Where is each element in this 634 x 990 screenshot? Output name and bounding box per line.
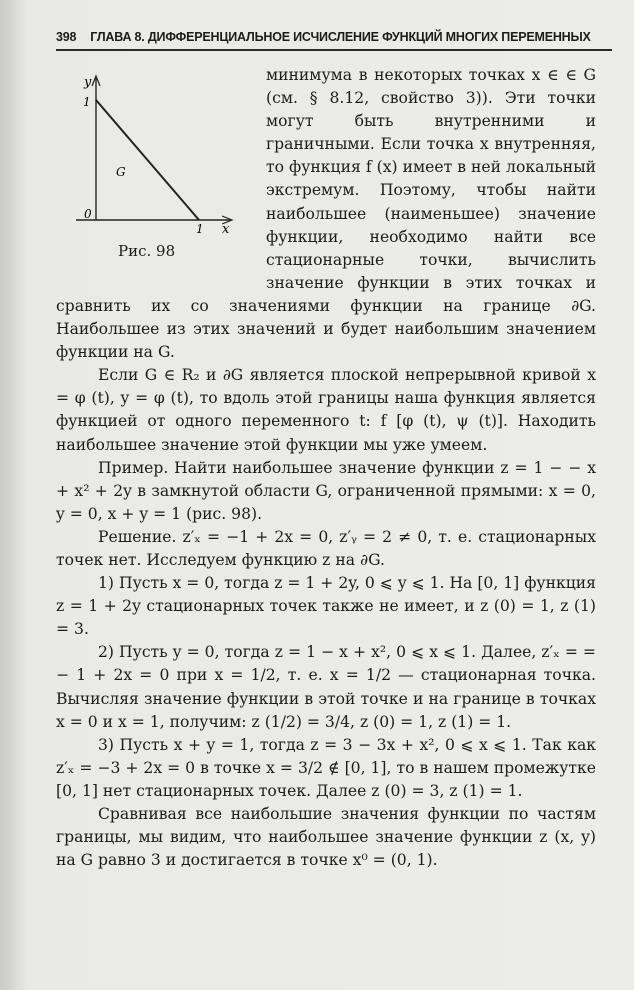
paragraph-case-2: 2) Пусть y = 0, тогда z = 1 − x + x², 0 ⩽ x ⩽ 1. Далее, z′ₓ = = − 1 + 2x = 0 при x = 1/2, т. е. x = 1/2 — стационарная точка. Вычисляя значение функции в этой точке и на границе в точках x = 0 и x = 1, получим: z (1/2) = 3/4, z (0) = 1, z (1) = 1. <box>56 643 596 731</box>
paragraph-conclusion: Сравнивая все наибольшие значения функции по частям границы, мы видим, что наибольшее значение функции z (x, y) на G равно 3 и достигается в точке x⁰ = (0, 1). <box>56 805 596 870</box>
paragraph-2: Если G ∈ R₂ и ∂G является плоской непрерывной кривой x = φ (t), y = φ (t), то вдоль этой границы наша функция является функцией от одного переменного t: f [φ (t), ψ (t)]. Находить наибольшее значение этой функции мы уже умеем. <box>56 366 596 454</box>
region-label: G <box>116 165 126 179</box>
y-tick-label: 1 <box>83 95 91 109</box>
x-tick-label: 1 <box>196 222 204 236</box>
y-axis-label: y <box>84 75 92 90</box>
x-axis-label: x <box>222 222 230 237</box>
chapter-title: ГЛАВА 8. ДИФФЕРЕНЦИАЛЬНОЕ ИСЧИСЛЕНИЕ ФУНКЦИЙ МНОГИХ ПЕРЕМЕННЫХ <box>90 30 591 44</box>
header-rule <box>56 49 612 51</box>
paragraph-case-1: 1) Пусть x = 0, тогда z = 1 + 2y, 0 ⩽ y ⩽ 1. На [0, 1] функция z = 1 + 2y стационарных точек также не имеет, и z (0) = 1, z (1) = 3. <box>56 574 596 639</box>
paragraph-example: Пример. Найти наибольшее значение функции z = 1 − − x + x² + 2y в замкнутой области G, ограниченной прямыми: x = 0, y = 0, x + y = 1 (рис. 98). <box>56 458 596 523</box>
origin-label: 0 <box>84 207 92 221</box>
page-number: 398 <box>56 30 77 44</box>
running-header <box>56 30 616 44</box>
paragraph-solution: Решение. z′ₓ = −1 + 2x = 0, z′ᵧ = 2 ≠ 0, т. е. стационарных точек нет. Исследуем функцию z на ∂G. <box>56 527 596 569</box>
figure-space <box>56 64 266 274</box>
body-text <box>56 64 596 872</box>
paragraph-1: минимума в некоторых точках x ∈ ∈ G (см. § 8.12, свойство 3)). Эти точки могут быть внутренними и граничными. Если точка x внутренняя, то функция f (x) имеет в ней локальный экстремум. Поэтому, чтобы найти наибольшее (наименьшее) значение функции, необходимо найти все стационарные точки, вычислить значение функции в этих точках и сравнить их со значениями функции на границе ∂G. Наибольшее из этих значений и будет наибольшим значением функции на G. <box>56 66 596 362</box>
figure-caption: Рис. 98 <box>118 242 176 260</box>
paragraph-case-3: 3) Пусть x + y = 1, тогда z = 3 − 3x + x², 0 ⩽ x ⩽ 1. Так как z′ₓ = −3 + 2x = 0 в точке x = 3/2 ∉ [0, 1], то в нашем промежутке [0, 1] нет стационарных точек. Далее z (0) = 3, z (1) = 1. <box>56 735 596 800</box>
